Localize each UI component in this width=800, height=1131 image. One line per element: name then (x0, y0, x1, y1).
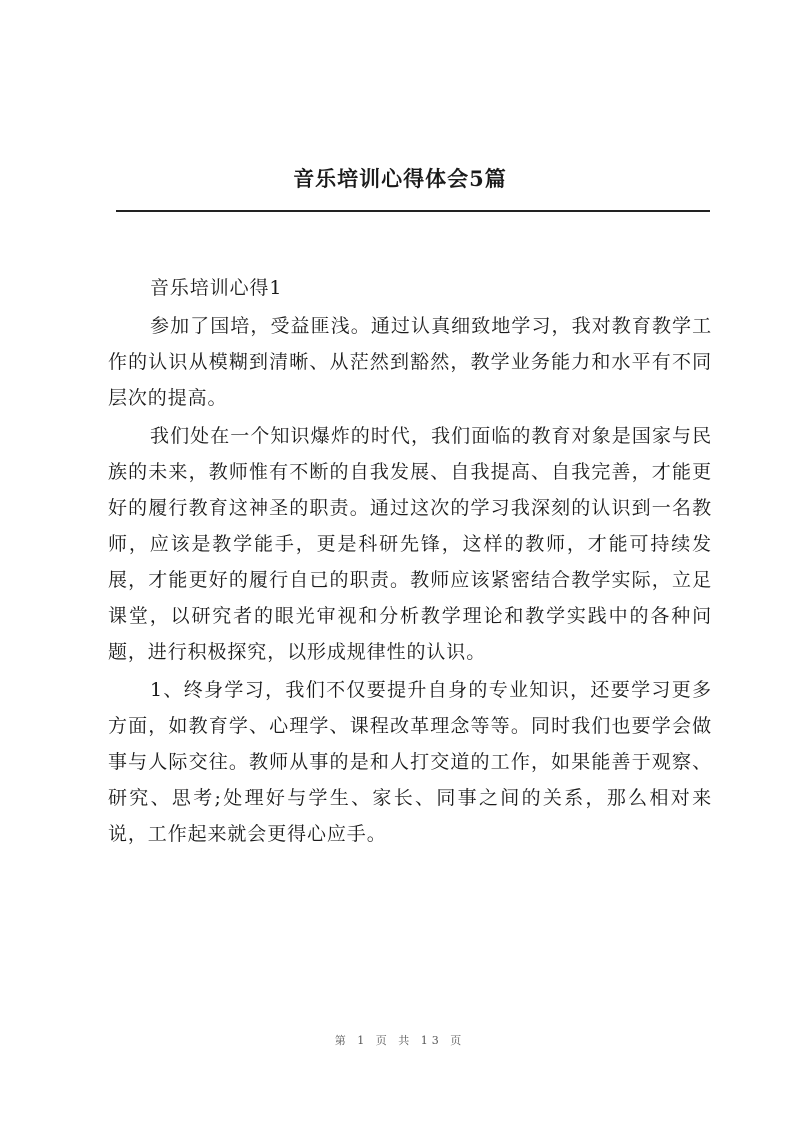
paragraph-1: 参加了国培，受益匪浅。通过认真细致地学习，我对教育教学工作的认识从模糊到清晰、从茫然到豁然，教学业务能力和水平有不同层次的提高。 (108, 315, 712, 409)
paragraph-2: 我们处在一个知识爆炸的时代，我们面临的教育对象是国家与民族的未来，教师惟有不断的自我发展、自我提高、自我完善，才能更好的履行教育这神圣的职责。通过这次的学习我深刻的认识到一名教师，应该是教学能手，更是科研先锋，这样的教师，才能可持续发展，才能更好的履行自已的职责。教师应该紧密结合教学实际，立足课堂，以研究者的眼光审视和分析教学理论和教学实践中的各种问题，进行积极探究，以形成规律性的认识。 (108, 425, 712, 663)
document-title: 音乐培训心得体会5篇 (293, 166, 507, 191)
page-footer: 第 1 页 共 13 页 (334, 1034, 466, 1047)
document-body (108, 270, 712, 854)
section-heading: 音乐培训心得1 (150, 277, 283, 299)
paragraph-3: 1、终身学习，我们不仅要提升自身的专业知识，还要学习更多方面，如教育学、心理学、课程改革理念等等。同时我们也要学会做事与人际交往。教师从事的是和人打交道的工作，如果能善于观察、研究、思考;处理好与学生、家长、同事之间的关系，那么相对来说，工作起来就会更得心应手。 (108, 679, 712, 845)
title-divider (116, 210, 710, 212)
